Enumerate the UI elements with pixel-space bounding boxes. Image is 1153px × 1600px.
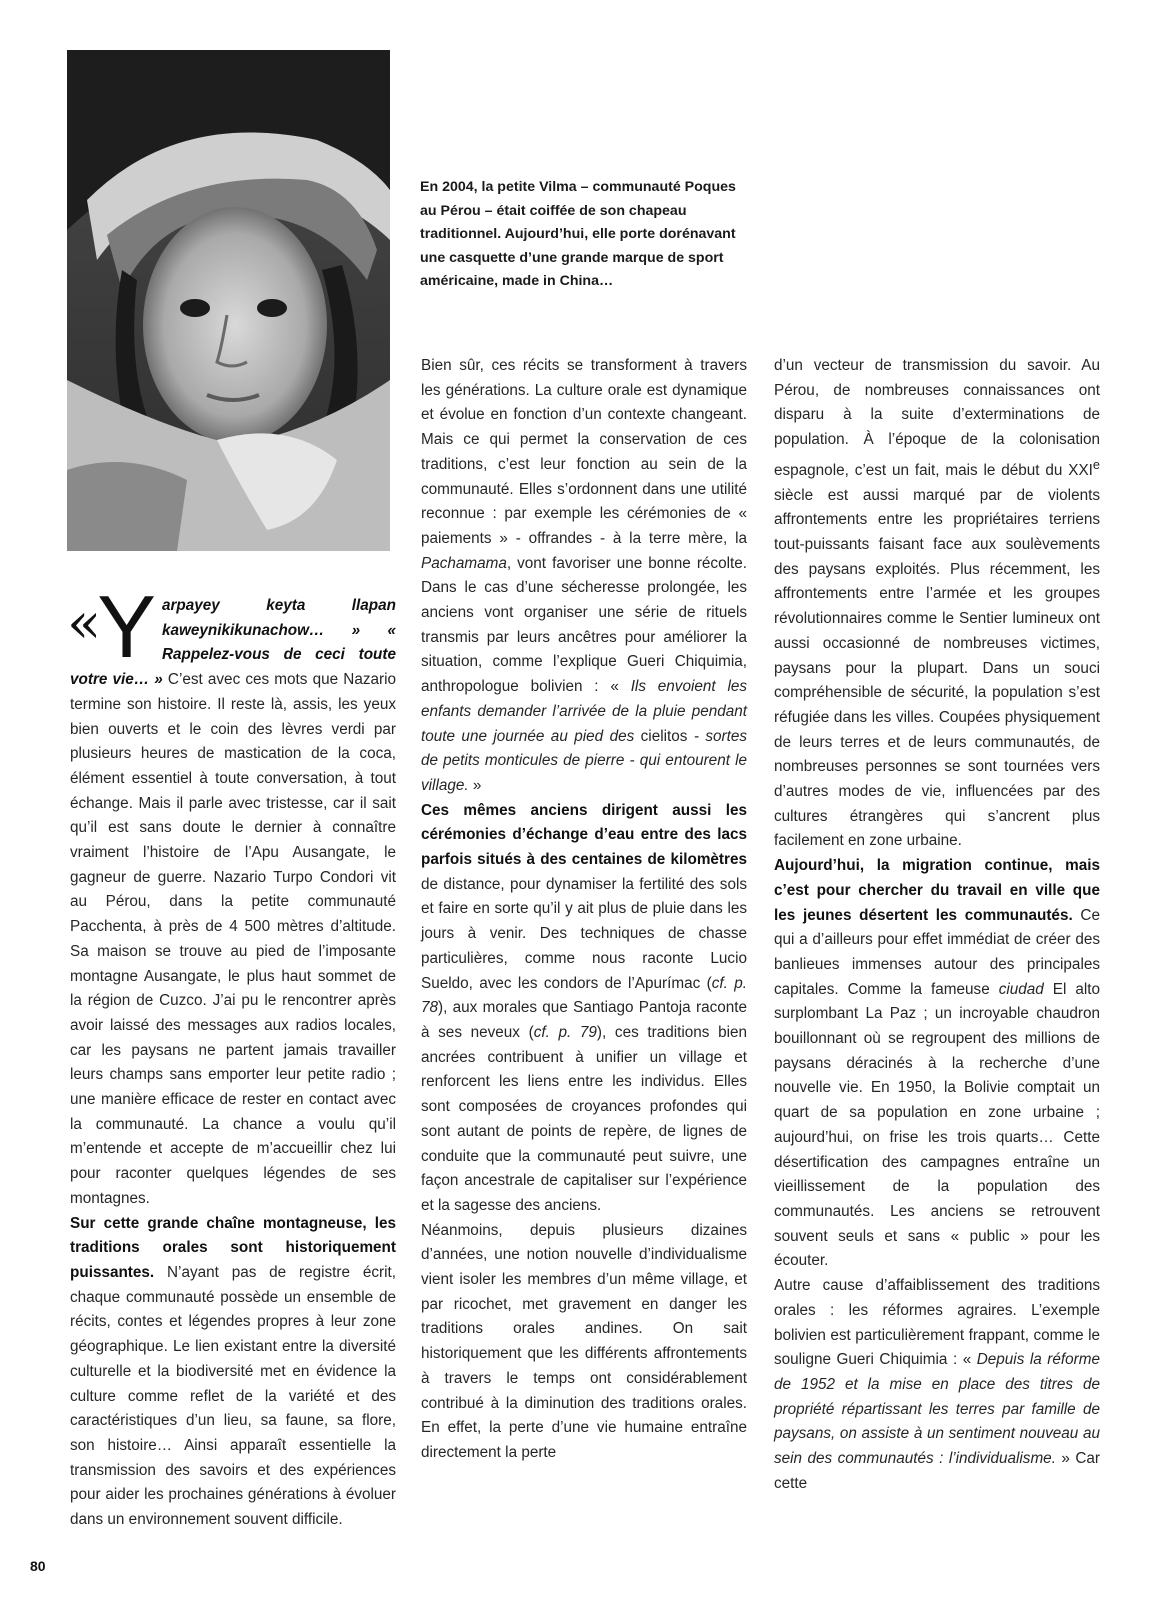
drop-cap-letter: Y (97, 577, 156, 676)
article-column-1 (67, 577, 396, 1533)
paragraph-text: cielitos (634, 727, 694, 745)
lead-quote: arpayey keyta llapan kaweynikikunachow… » « Rappelez-vous de ceci toute votre vie… » (70, 597, 396, 689)
paragraph-text: Ce qui a d’ailleurs pour effet immédiat de créer des banlieues immenses autour des principales capitales. Comme la fameuse (774, 906, 1100, 998)
article-column-3 (774, 354, 1100, 1496)
paragraph-text: , vont favoriser une bonne récolte. Dans le cas d’une sécheresse prolongée, les anciens vont organiser une série de rituels transmis par leurs ancêtres pour améliorer la situation, comme l’explique Gueri Chiquimia, anthropologue bolivien : « (421, 554, 747, 696)
highlight-text: Sur cette grande chaîne montagneuse, les traditions orales sont historiquement puissantes. (70, 1214, 396, 1281)
paragraph (774, 354, 1100, 854)
highlight-text: Aujourd’hui, la migration continue, mais c’est pour chercher du travail en ville que les jeunes désertent les communautés. (774, 857, 1100, 924)
paragraph-text: C’est avec ces mots que Nazario termine son histoire. Il reste là, assis, les yeux bien ouverts et le coin des lèvres verdi par plusieurs heures de mastication de la coca, élément essentiel à toute conversation, à tout échange. Mais il parle avec tristesse, car il sait qu’il est sans doute le dernier à connaître vraiment l’histoire de l’Apu Ausangate, le gagneur de guerre. Nazario Turpo Condori vit au Pérou, dans la petite communauté Pacchenta, à près de 4 500 mètres d’altitude. Sa maison se trouve au pied de l’imposante montagne Ausangate, le plus haut sommet de la région de Cuzco. J’ai pu le rencontrer après avoir laissé des messages aux radios locales, car les paysans ne partent jamais travailler leurs champs sans emporter leur petite radio ; une manière efficace de rester en contact avec la communauté. La chance a voulu qu’il m’entende et accepte de m’accueillir chez lui pour raconter quelques légendes de ses montagnes. (70, 671, 396, 1207)
paragraph-text: ), aux morales que Santiago Pantoja raconte à ses neveux ( (421, 999, 747, 1041)
paragraph (421, 354, 747, 799)
paragraph (774, 1274, 1100, 1496)
portrait-photo (67, 50, 390, 551)
paragraph-text: » Car cette (774, 1450, 1100, 1492)
page-number: 80 (30, 1558, 46, 1574)
highlight-text: Ces mêmes anciens dirigent aussi les cérémonies d’échange d’eau entre des lacs parfois situés à des centaines de kilomètres (421, 801, 747, 869)
quote-text: Ils envoient les enfants demander l’arrivée de la pluie pendant toute une journée au pied des (421, 678, 747, 745)
drop-cap-quote-mark: « (67, 591, 94, 656)
paragraph-text: ), ces traditions bien ancrées contribuent à unifier un village et renforcent les liens entre les individus. Elles sont composées de croyances profondes qui sont autant de points de repère, de lignes de conduite que la communauté peut suivre, une façon ancestrale de capitaliser sur l’expérience et la sagesse des anciens. (421, 1023, 748, 1214)
paragraph (774, 854, 1100, 1274)
paragraph (421, 799, 747, 1219)
paragraph-text: N’ayant pas de registre écrit, chaque communauté possède un ensemble de récits, contes et légendes propres à leur zone géographique. Le lien existant entre la diversité culturelle et la biodiversité met en évidence la culture comme reflet de la variété et des caractéristiques d’un lieu, sa faune, sa flore, son histoire… Ainsi apparaît essentielle la transmission des savoirs et des expériences pour aider les prochaines générations à évoluer dans un environnement souvent difficile. (70, 1263, 396, 1529)
quote-text: - sortes de petits monticules de pierre - qui entourent le village. (421, 727, 747, 794)
page-reference: cf. p. 79 (533, 1023, 597, 1041)
superscript: e (1092, 456, 1100, 472)
paragraph-text: Bien sûr, ces récits se transforment à travers les générations. La culture orale est dynamique et évolue en fonction d’un contexte changeant. Mais ce qui permet la conservation de ces traditions, c’est leur fonction au sein de la communauté. Elles s’ordonnent dans une utilité reconnue : par exemple les cérémonies de « paiements » - offrandes - à la terre mère, la (421, 357, 747, 547)
paragraph-text: Autre cause d’affaiblissement des traditions orales : les réformes agraires. L’exemple bolivien est particulièrement frappant, comme le souligne Gueri Chiquimia : « (774, 1277, 1100, 1369)
paragraph-intro (67, 577, 396, 1212)
paragraph-text: siècle est aussi marqué par de violents affrontements entre les propriétaires terriens tout-puissants faisant face aux soulèvements des paysans exploités. Plus récemment, les affrontements entre l’armée et les groupes révolutionnaires comme le Sentier lumineux ont aussi occasionné de nombreuses victimes, paysans pour la plupart. Dans un souci compréhensible de sécurité, la population s’est réfugiée dans les villes. Coupées physiquement de leurs terres et de leurs communautés, de nombreuses personnes se sont tournées vers d’autres modes de vie, influencées par des cultures étrangères qui s’ancrent plus facilement en zone urbaine. (774, 486, 1100, 850)
italic-term: ciudad (998, 980, 1044, 998)
article-column-2 (421, 354, 747, 1466)
paragraph-text: El alto surplombant La Paz ; un incroyable chaudron bouillonnant où se regroupent des millions de paysans déracinés à la recherche d’une nouvelle vie. En 1950, la Bolivie comptait un quart de sa population en zone urbaine ; aujourd’hui, on frise les trois quarts… Cette désertification des campagnes entraîne un vieillissement de la population des communautés. Les anciens se retrouvent souvent seuls et sans « public » pour les écouter. (774, 980, 1100, 1270)
photo-caption: En 2004, la petite Vilma – communauté Poques au Pérou – était coiffée de son chapeau traditionnel. Aujourd’hui, elle porte dorénavant une casquette d’une grande marque de sport américaine, made in China… (420, 179, 736, 289)
paragraph: Néanmoins, depuis plusieurs dizaines d’années, une notion nouvelle d’individualisme vient isoler les membres d’un même village, et par ricochet, met gravement en danger les traditions orales andines. On sait historiquement que les différents affrontements à travers le temps ont considérablement contribué à la diminution des traditions orales. En effet, la perte d’une vie humaine entraîne directement la perte (421, 1221, 747, 1461)
italic-term: Pachamama (421, 554, 507, 572)
paragraph-text: d’un vecteur de transmission du savoir. Au Pérou, de nombreuses connaissances ont disparu à la suite d’exterminations de population. À l’époque de la colonisation espagnole, c’est un fait, mais le début du XXI (774, 357, 1100, 479)
paragraph-text: » (468, 776, 482, 794)
paragraph (70, 1212, 396, 1533)
page-reference: cf. p. 78 (421, 974, 747, 1017)
paragraph-text: de distance, pour dynamiser la fertilité des sols et faire en sorte qu’il y ait plus de pluie dans les jours à venir. Des techniques de chasse particulières, comme nous raconte Lucio Sueldo, avec les condors de l’Apurímac ( (421, 875, 747, 992)
portrait-photo-icon (67, 50, 390, 551)
quote-text: Depuis la réforme de 1952 et la mise en place des titres de propriété répartissant les terres par famille de paysans, on assiste à un sentiment nouveau au sein des communautés : l’individualisme. (774, 1351, 1100, 1468)
